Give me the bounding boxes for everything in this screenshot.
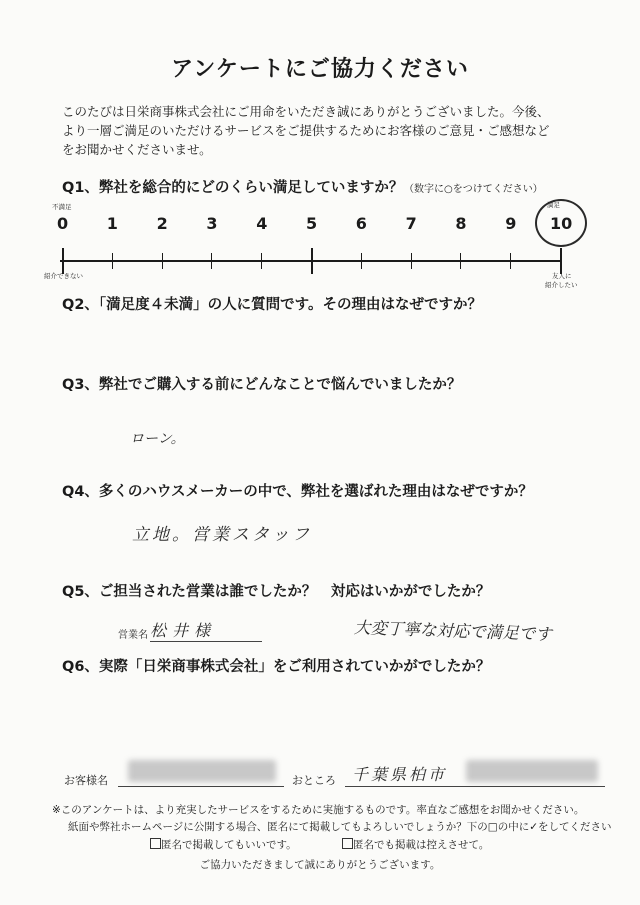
scale-number-5[interactable]: 5 [306,214,318,233]
scale-number-2[interactable]: 2 [156,214,168,233]
sales-name-value: 松井様 [150,621,217,640]
scale-tick-8 [460,253,461,269]
scale-tick-0 [62,248,64,274]
scale-tick-10 [560,248,562,274]
intro-line-3: をお聞かせくださいませ。 [62,142,212,157]
scale-number-10[interactable]: 10 [550,214,573,233]
q4-question: Q4、多くのハウスメーカーの中で、弊社を選ばれた理由はなぜですか？ [62,484,533,500]
sales-name-label: 営業名 [118,630,148,641]
sales-name-underline [150,641,262,642]
q3-answer: ローン。 [130,431,185,447]
customer-name-redacted [128,760,276,782]
option-publish-anonymous-label: 匿名で掲載してもいいです。 [161,839,297,851]
q2-question: Q2、「満足度４未満」の人に質問です。その理由はなぜですか？ [62,297,483,313]
scale-number-8[interactable]: 8 [455,214,467,233]
scale-left-bottom-label: 紹介できない [44,272,83,280]
scale-right-top-label: 満足 [547,201,560,209]
q5-answer: 大変丁寧な対応で満足です [353,618,553,644]
scale-number-1[interactable]: 1 [106,214,118,233]
scale-number-4[interactable]: 4 [256,214,268,233]
customer-name-label: お客様名 [64,774,108,787]
scale-tick-7 [411,253,412,269]
intro-line-2: より一層ご満足のいただけるサービスをご提供するためにお客様のご意見・ご感想など [62,123,550,138]
option-decline-publish-label: 匿名でも掲載は控えさせて。 [353,839,490,851]
scale-tick-4 [261,253,262,269]
scale-left-top-label: 不満足 [52,203,72,211]
footer-thanks: ご協力いただきまして誠にありがとうございます。 [199,859,441,871]
footer-note-2: 紙面や弊社ホームページに公開する場合、匿名にて掲載してもよろしいでしょうか？下の□の中に✓をしてください [68,821,612,833]
address-redacted [466,760,598,782]
footer-note-1: ※このアンケートは、より充実したサービスをするために実施するものです。率直なご感想をお聞かせください。 [52,804,585,816]
q1-question: Q1、弊社を総合的にどのくらい満足していますか？ [62,180,404,196]
scale-right-bottom-label-1: 友人に [552,272,572,280]
option-decline-publish[interactable] [342,837,489,852]
scale-tick-3 [211,253,212,269]
q5-question: Q5、ご担当された営業は誰でしたか？ 対応はいかがでしたか？ [62,584,491,600]
scale-number-6[interactable]: 6 [355,214,367,233]
q4-answer: 立地。営業スタッフ [132,525,312,545]
scale-number-0[interactable]: 0 [57,214,69,233]
scale-tick-5 [311,248,313,274]
address-value: 千葉県柏市 [352,765,448,784]
scale-tick-1 [112,253,113,269]
page-title: アンケートにご協力ください [171,57,469,82]
scale-number-7[interactable]: 7 [405,214,417,233]
scale-tick-6 [361,253,362,269]
q3-question: Q3、弊社でご購入する前にどんなことで悩んでいましたか？ [62,377,462,393]
checkbox-decline-publish[interactable] [342,838,353,849]
q1-hint: （数字に○をつけてください） [404,184,543,195]
checkbox-publish-anonymous[interactable] [150,838,161,849]
scale-tick-2 [162,253,163,269]
scale-right-bottom-label-2: 紹介したい [545,281,578,289]
address-label: おところ [292,774,336,787]
intro-line-1: このたびは日栄商事株式会社にご用命をいただき誠にありがとうございました。今後、 [62,104,550,119]
scale-number-9[interactable]: 9 [505,214,517,233]
option-publish-anonymous[interactable] [150,837,297,852]
selected-circle-mark [535,199,587,247]
q6-question: Q6、実際「日栄商事株式会社」をご利用されていかがでしたか？ [62,659,491,675]
scale-number-3[interactable]: 3 [206,214,218,233]
customer-name-underline [118,786,284,787]
scale-tick-9 [510,253,511,269]
address-underline [345,786,605,787]
